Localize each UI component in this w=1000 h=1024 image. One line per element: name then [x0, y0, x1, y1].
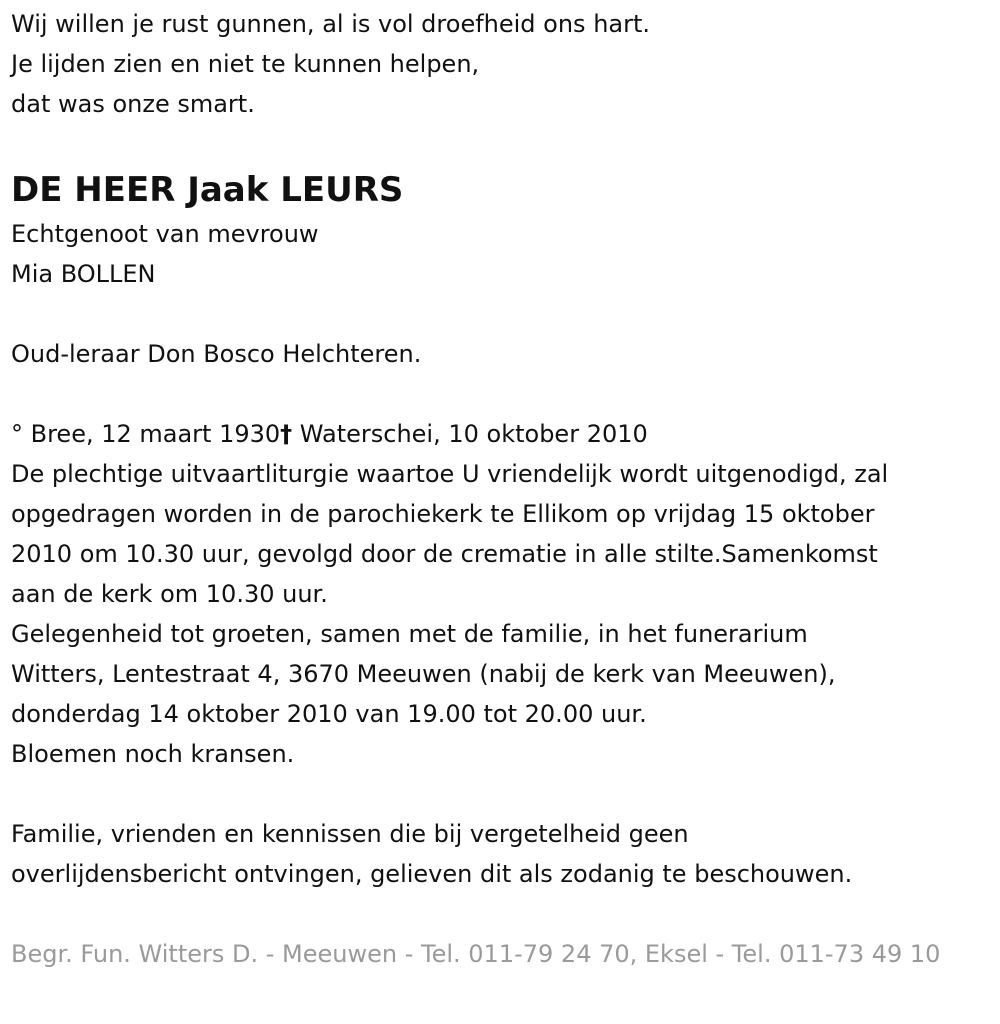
spouse-label: Echtgenoot van mevrouw [11, 220, 319, 248]
spouse-name: Mia BOLLEN [11, 260, 156, 288]
obituary-notice [11, 4, 996, 998]
detail-line: 2010 om 10.30 uur, gevolgd door de crematie in alle stilte.Samenkomst [11, 540, 878, 568]
detail-line: Bloemen noch kransen. [11, 740, 295, 768]
funeral-details [11, 454, 996, 774]
detail-line: donderdag 14 oktober 2010 van 19.00 tot 20.00 uur. [11, 700, 647, 728]
notification-notice [11, 814, 996, 894]
verse-line: Je lijden zien en niet te kunnen helpen, [11, 50, 480, 78]
detail-line: opgedragen worden in de parochiekerk te Ellikom op vrijdag 15 oktober [11, 500, 875, 528]
deceased-name: DE HEER Jaak LEURS [11, 170, 404, 210]
profession: Oud-leraar Don Bosco Helchteren. [11, 340, 422, 368]
detail-line: Witters, Lentestraat 4, 3670 Meeuwen (nabij de kerk van Meeuwen), [11, 660, 836, 688]
detail-line: Gelegenheid tot groeten, samen met de familie, in het funerarium [11, 620, 808, 648]
cross-icon: † [280, 420, 293, 448]
birth-date: ° Bree, 12 maart 1930 [11, 420, 281, 448]
death-date: Waterschei, 10 oktober 2010 [292, 420, 648, 448]
verse-line: Wij willen je rust gunnen, al is vol droefheid ons hart. [11, 10, 651, 38]
detail-line: De plechtige uitvaartliturgie waartoe U vriendelijk wordt uitgenodigd, zal [11, 460, 889, 488]
notice-line: Familie, vrienden en kennissen die bij vergetelheid geen [11, 820, 689, 848]
memorial-verse [11, 4, 996, 124]
verse-line: dat was onze smart. [11, 90, 255, 118]
funeral-director-footer: Begr. Fun. Witters D. - Meeuwen - Tel. 011-79 24 70, Eksel - Tel. 011-73 49 10 [11, 940, 941, 968]
detail-line: aan de kerk om 10.30 uur. [11, 580, 328, 608]
notice-line: overlijdensbericht ontvingen, gelieven dit als zodanig te beschouwen. [11, 860, 853, 888]
birth-death-dates [11, 414, 996, 454]
